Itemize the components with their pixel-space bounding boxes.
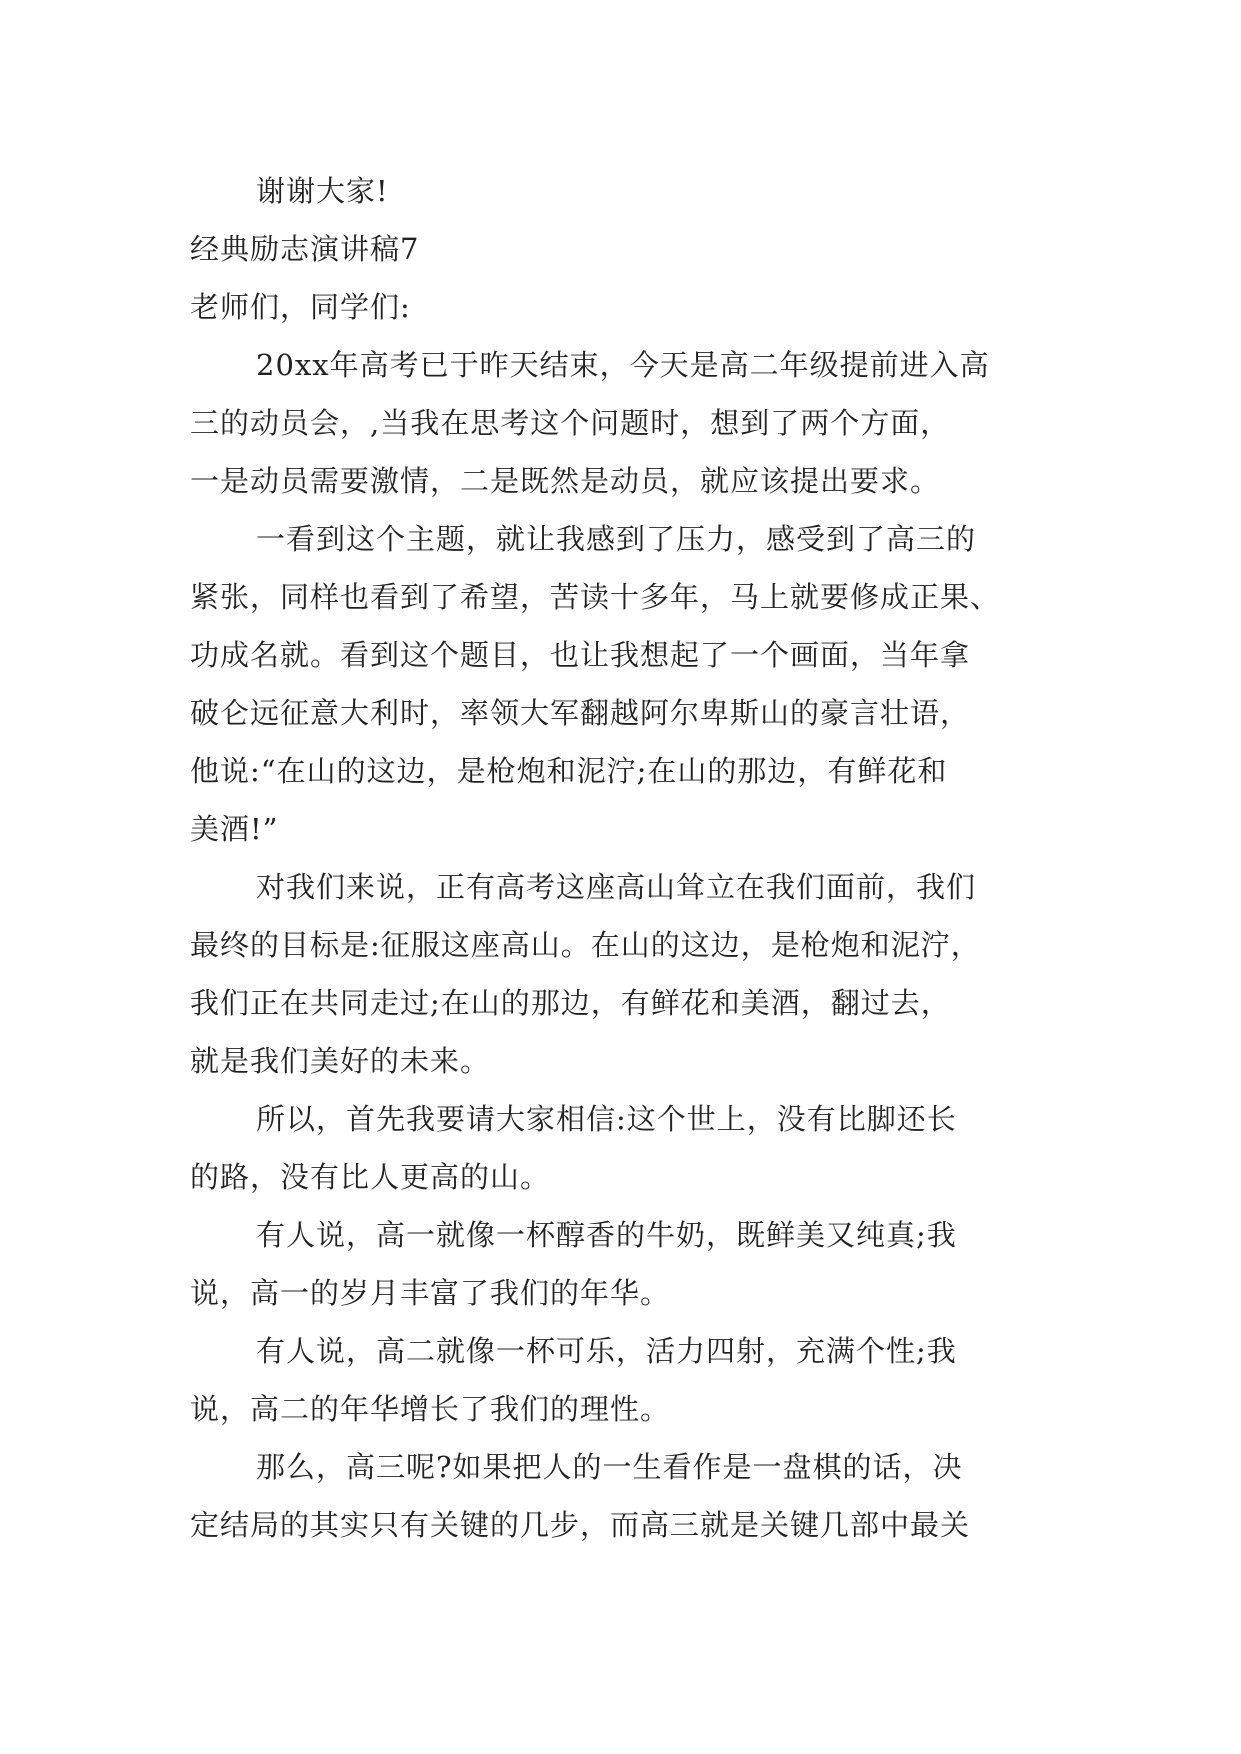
- paragraph-line: 就是我们美好的未来。: [190, 1044, 491, 1078]
- paragraph-line: 紧张，同样也看到了希望，苦读十多年，马上就要修成正果、: [190, 580, 1001, 614]
- paragraph-line: 定结局的其实只有关键的几步，而高三就是关键几部中最关: [190, 1508, 971, 1542]
- document-title: 经典励志演讲稿7: [190, 232, 420, 266]
- document-body: [190, 162, 1070, 1554]
- paragraph-5: [190, 1206, 1070, 1322]
- paragraph-line: 最终的目标是:征服这座高山。在山的这边，是枪炮和泥泞，: [190, 928, 981, 962]
- paragraph-line: 所以，首先我要请大家相信:这个世上，没有比脚还长: [256, 1102, 957, 1136]
- closing-line: 谢谢大家!: [256, 174, 389, 208]
- paragraph-line: 功成名就。看到这个题目，也让我想起了一个画面，当年拿: [190, 638, 971, 672]
- paragraph-line: 有人说，高二就像一杯可乐，活力四射，充满个性;我: [256, 1334, 957, 1368]
- paragraph-line: 他说:“在山的这边，是枪炮和泥泞;在山的那边，有鲜花和: [190, 754, 948, 788]
- paragraph-line: 说，高二的年华增长了我们的理性。: [190, 1392, 671, 1426]
- paragraph-line: 美酒!”: [190, 812, 279, 846]
- paragraph-line: 20xx年高考已于昨天结束，今天是高二年级提前进入高: [256, 348, 990, 382]
- paragraph-7: [190, 1438, 1070, 1554]
- paragraph-6: [190, 1322, 1070, 1438]
- salutation-line: 老师们，同学们:: [190, 290, 411, 324]
- paragraph-line: 说，高一的岁月丰富了我们的年华。: [190, 1276, 671, 1310]
- paragraph-line: 的路，没有比人更高的山。: [190, 1160, 551, 1194]
- paragraph-2: [190, 510, 1070, 858]
- paragraph-line: 对我们来说，正有高考这座高山耸立在我们面前，我们: [256, 870, 977, 904]
- paragraph-1: [190, 336, 1070, 510]
- paragraph-line: 一是动员需要激情，二是既然是动员，就应该提出要求。: [190, 464, 941, 498]
- paragraph-3: [190, 858, 1070, 1090]
- paragraph-4: [190, 1090, 1070, 1206]
- paragraph-line: 三的动员会，,当我在思考这个问题时，想到了两个方面，: [190, 406, 951, 440]
- paragraph-line: 破仑远征意大利时，率领大军翻越阿尔卑斯山的豪言壮语，: [190, 696, 971, 730]
- paragraph-line: 有人说，高一就像一杯醇香的牛奶，既鲜美又纯真;我: [256, 1218, 957, 1252]
- paragraph-line: 一看到这个主题，就让我感到了压力，感受到了高三的: [256, 522, 977, 556]
- paragraph-line: 那么，高三呢?如果把人的一生看作是一盘棋的话，决: [256, 1450, 963, 1484]
- paragraph-line: 我们正在共同走过;在山的那边，有鲜花和美酒，翻过去，: [190, 986, 951, 1020]
